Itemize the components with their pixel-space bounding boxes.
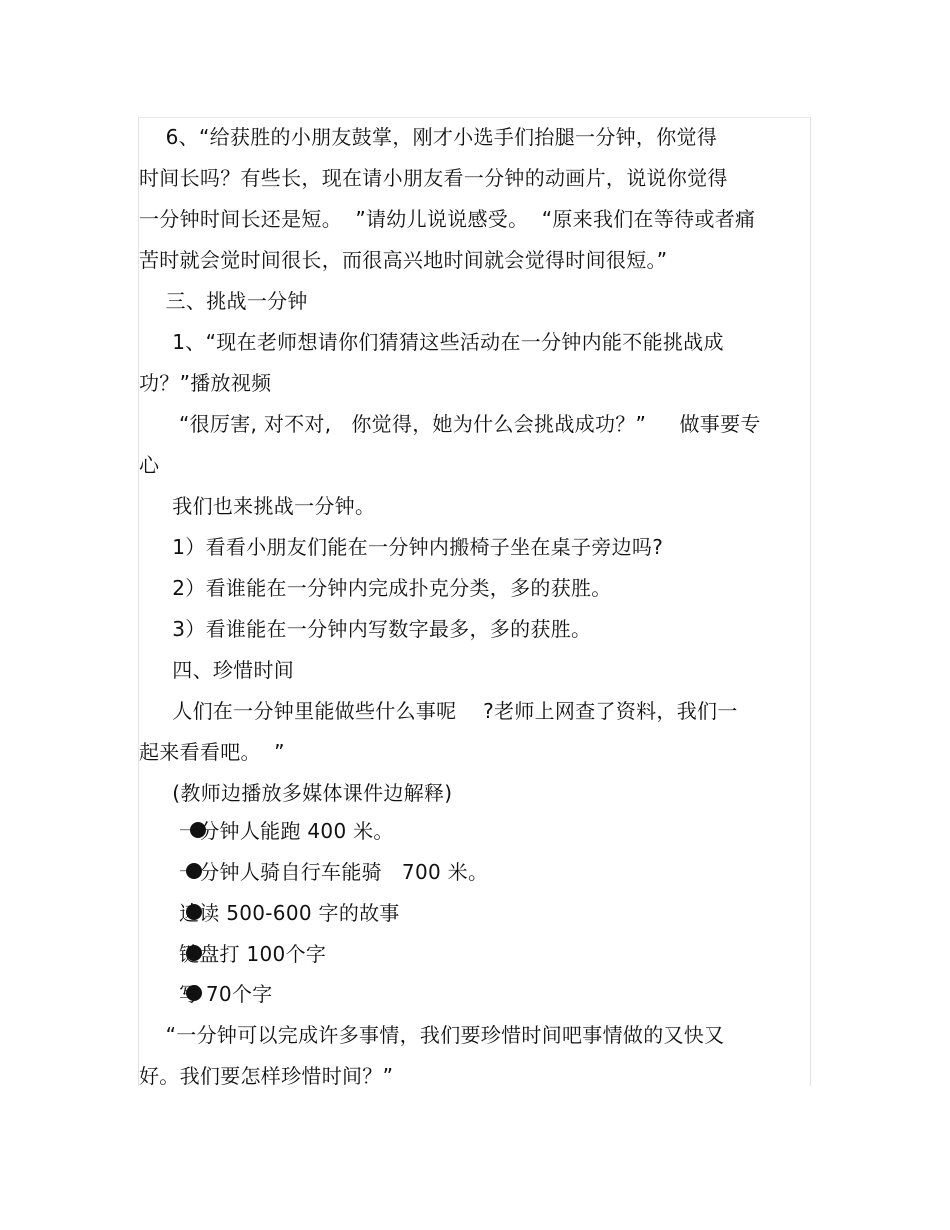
bullet-item: 键盘打 100个字 [139,942,327,966]
text-line: 心 [139,453,160,477]
text-line: (教师边播放多媒体课件边解释) [139,781,453,805]
bullet-item: 一分钟人骑自行车能骑 700 米。 [139,860,489,884]
section-heading: 四、珍惜时间 [139,658,295,682]
text-line: 人们在一分钟里能做些什么事呢 ?老师上网查了资料，我们一 [139,699,738,723]
text-line: 我们也来挑战一分钟。 [139,494,376,518]
text-line: “很厉害, 对不对, 你觉得，她为什么会挑战成功？” 做事要专 [139,412,761,436]
text-line: 苦时就会觉时间很长，而很高兴地时间就会觉得时间很短。” [139,248,668,272]
bullet-item: 一分钟人能跑 400 米。 [139,819,394,843]
text-line: 6、“给获胜的小朋友鼓掌，刚才小选手们抬腿一分钟，你觉得 [139,125,718,149]
text-line: 1、“现在老师想请你们猜猜这些活动在一分钟内能不能挑战成 [139,330,724,354]
text-line: 功？”播放视频 [139,371,272,395]
document-page [138,117,811,1086]
text-line: “一分钟可以完成许多事情，我们要珍惜时间吧事情做的又快又 [139,1023,725,1047]
list-item: 1）看看小朋友们能在一分钟内搬椅子坐在桌子旁边吗? [139,535,664,559]
text-line: 一分钟时间长还是短。 ”请幼儿说说感受。 “原来我们在等待或者痛 [139,207,756,231]
bullet-item: 写 70个字 [139,982,273,1006]
list-item: 3）看谁能在一分钟内写数字最多，多的获胜。 [139,617,592,641]
text-line: 时间长吗？有些长，现在请小朋友看一分钟的动画片，说说你觉得 [139,166,728,190]
bullet-item: 速读 500-600 字的故事 [139,901,400,925]
section-heading: 三、挑战一分钟 [139,289,308,313]
text-line: 好。我们要怎样珍惜时间？” [139,1064,394,1088]
text-line: 起来看看吧。 ” [139,740,285,764]
list-item: 2）看谁能在一分钟内完成扑克分类，多的获胜。 [139,576,612,600]
